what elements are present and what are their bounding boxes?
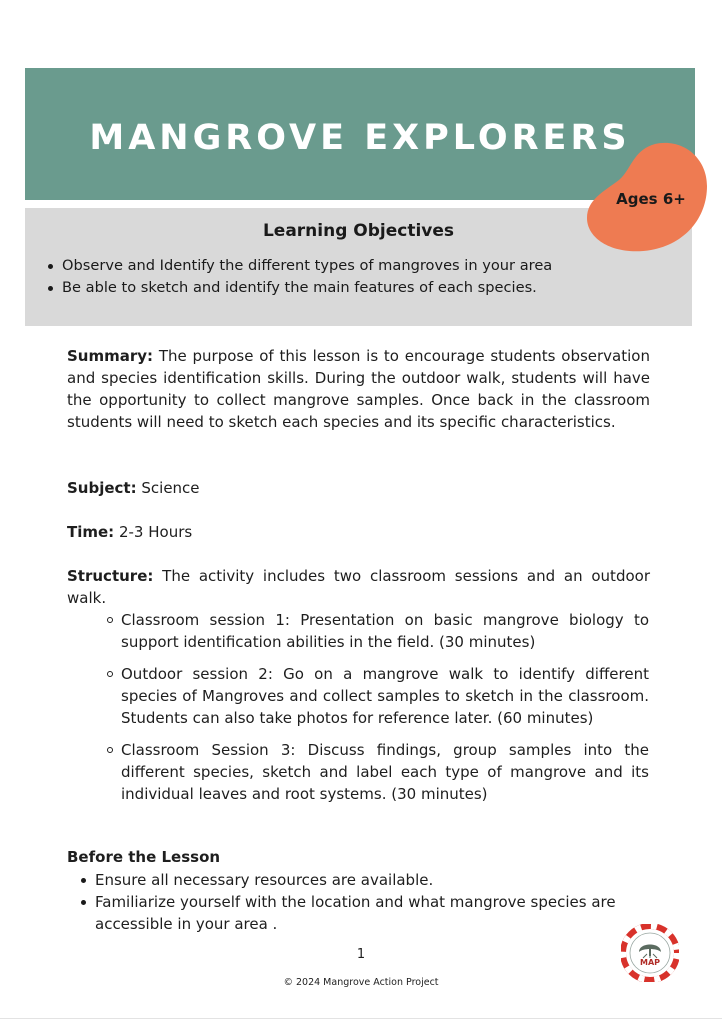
- structure-paragraph: [67, 565, 650, 609]
- svg-text:MAP: MAP: [639, 958, 661, 967]
- objectives-list: [62, 255, 552, 299]
- sessions-list: [121, 609, 649, 815]
- before-lesson-heading: Before the Lesson: [67, 848, 221, 866]
- page-title: MANGROVE EXPLORERS: [89, 118, 631, 158]
- ages-badge: Ages 6+: [616, 190, 686, 208]
- session-item: Classroom Session 3: Discuss findings, group samples into the different species, sketch and label each type of mangrove and its individual leaves and root systems. (30 minutes): [121, 741, 649, 803]
- session-item: Classroom session 1: Presentation on basic mangrove biology to support identification abilities in the field. (30 minutes): [121, 611, 649, 651]
- summary-text: The purpose of this lesson is to encourage students observation and species identification skills. During the outdoor walk, students will have the opportunity to collect mangrove samples. Once back in the classroom students will need to sketch each species and its specific characteristics.: [67, 347, 650, 431]
- copyright-footer: © 2024 Mangrove Action Project: [283, 977, 439, 988]
- structure-label: Structure:: [67, 567, 154, 585]
- map-logo-icon: [621, 924, 679, 982]
- before-lesson-item: Familiarize yourself with the location and what mangrove species are accessible in your area .: [95, 891, 651, 935]
- session-item: Outdoor session 2: Go on a mangrove walk to identify different species of Mangroves and collect samples to sketch in the classroom. Students can also take photos for reference later. (60 minutes): [121, 665, 649, 727]
- objective-item: Observe and Identify the different types of mangroves in your area: [62, 255, 552, 277]
- before-lesson-list: [95, 869, 651, 935]
- structure-text: The activity includes two classroom sessions and an outdoor walk.: [67, 567, 650, 607]
- subject-label: Subject:: [67, 479, 137, 497]
- subject-line: [67, 477, 650, 499]
- summary-paragraph: [67, 345, 650, 433]
- summary-label: Summary:: [67, 347, 154, 365]
- page-bottom-rule: [0, 1018, 722, 1019]
- page-number: 1: [356, 947, 366, 962]
- objectives-heading: Learning Objectives: [262, 221, 455, 241]
- time-value: 2-3 Hours: [118, 523, 193, 541]
- time-label: Time:: [67, 523, 115, 541]
- subject-value: Science: [141, 479, 200, 497]
- time-line: [67, 521, 650, 543]
- objective-item: Be able to sketch and identify the main features of each species.: [62, 277, 552, 299]
- before-lesson-item: Ensure all necessary resources are available.: [95, 869, 651, 891]
